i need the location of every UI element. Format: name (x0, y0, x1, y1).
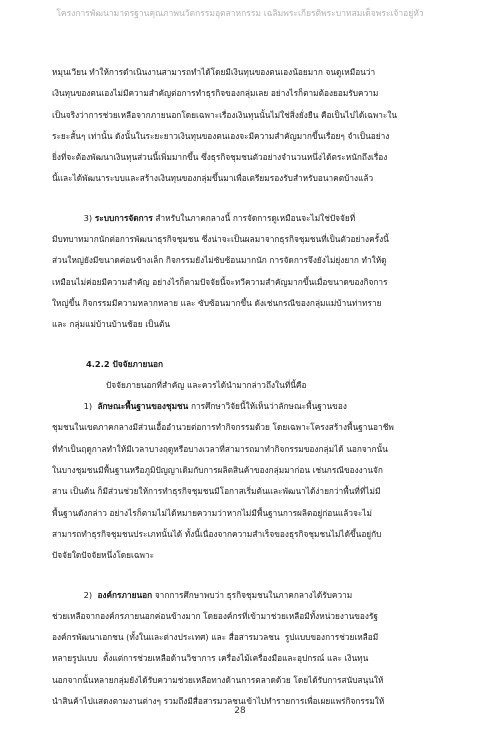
text-line: ยิ่งที่จะต้องพัฒนาเงินทุนส่วนนี้เพิ่มมากขึ้น ซึ่งธุรกิจชุมชนตัวอย่างจำนวนหนึ่งได้ตระหนักถึงเรื่อง (52, 152, 388, 163)
text-line: พื้นฐานดังกล่าว อย่างไรก็ตามไม่ได้หมายความว่าหากไม่มีพื้นฐานการผลิตอยู่ก่อนแล้วจะไม่ (52, 507, 372, 518)
text-line: นี้และได้พัฒนาระบบและสร้างเงินทุนของกลุ่มขึ้นมาเพื่อเตรียมรองรับสำหรับอนาคตบ้างแล้ว (52, 173, 374, 184)
text-line: สามารถทำธุรกิจชุมชนประเภทนั้นได้ ทั้งนี้เนื่องจากความสำเร็จของธุรกิจชุมชนไม่ได้ขึ้นอยู่กับ (52, 528, 382, 539)
text-line: เงินทุนของตนเองไม่มีความสำคัญต่อการทำธุรกิจของกลุ่มเลย อย่างไรก็ตามต้องยอมรับความ (52, 88, 379, 99)
text-line: เป็นจริงว่าการช่วยเหลือจากภายนอกโดยเฉพาะเรื่องเงินทุนนั้นไม่ใช่สิ่งยั่งยืน คือเป็นไปได้เฉพาะใน (52, 109, 398, 120)
section-heading: 4.2.2 ปัจจัยภายนอก (86, 358, 164, 369)
text-line: เหมือนไม่ค่อยมีความสำคัญ อย่างไรก็ตามปัจจัยนี้จะทวีความสำคัญมากขึ้นเมื่อขนาดของกิจการ (52, 276, 388, 287)
text-line: 2) องค์กรภายนอก จากการศึกษาพบว่า ธุรกิจชุมชนในภาคกลางได้รับความ (52, 589, 353, 600)
text-line: ระยะสั้นๆ เท่านั้น ดังนั้นในระยะยาวเงินทุนของตนเองจะมีความสำคัญมากขึ้นเรื่อยๆ จำเป็นอย่าง (52, 130, 390, 141)
text-line: มีบทบาทมากนักต่อการพัฒนาธุรกิจชุมชน ซึ่งน่าจะเป็นผลมาจากธุรกิจชุมชนที่เป็นตัวอย่างครั้งนี้ (52, 234, 389, 245)
text-line: ในบางชุมชนมีพื้นฐานหรือภูมิปัญญาเดิมกับการผลิตสินค้าของกลุ่มมาก่อน เช่นกรณีของงานจัก (52, 465, 383, 476)
section-intro: ปัจจัยภายนอกที่สำคัญ และควรได้นำมากล่าวถึงในที่นี้คือ (106, 379, 307, 390)
text-line: ปัจจัยใดปัจจัยหนึ่งโดยเฉพาะ (52, 550, 155, 561)
paragraph-external-organizations (52, 585, 446, 713)
text-line: หมุนเวียน ทำให้การดำเนินงานสามารถทำได้โดยมีเงินทุนของตนเองน้อยมาก จนดูเหมือนว่า (52, 67, 376, 77)
text-line: 1) ลักษณะพื้นฐานของชุมชน การศึกษาวิจัยนี้ให้เห็นว่าลักษณะพื้นฐานของ (52, 401, 347, 412)
text-line: ชุมชนในเขตภาคกลางมีส่วนเอื้ออำนวยต่อการทำกิจกรรมด้วย โดยเฉพาะโครงสร้างพื้นฐานอาชีพ (52, 422, 394, 433)
text-line: ส่วนใหญ่ยังมีขนาดค่อนข้างเล็ก กิจกรรมยังไม่ซับซ้อนมากนัก การจัดการจึงยังไม่ยุ่งยาก ทำให้ดู (52, 255, 387, 266)
text-line: นอกจากนั้นหลายกลุ่มยังได้รับความช่วยเหลือทางด้านการตลาดด้วย โดยได้รับการสนับสนุนให้ (52, 674, 384, 685)
text-line: 3) ระบบการจัดการ สำหรับในภาคกลางนี้ การจัดการดูเหมือนจะไม่ใช่ปัจจัยที่ (52, 212, 356, 223)
running-header: โครงการพัฒนามาตรฐานคุณภาพนวัตกรรมอุตสาหกรรม เฉลิมพระเกียรติพระบาทสมเด็จพระเจ้าอยู่หัว (56, 9, 424, 19)
text-line: นำสินค้าไปแสดงตามงานต่างๆ รวมถึงมีสื่อสารมวลชนเข้าไปทำรายการเพื่อเผยแพร่กิจกรรมให้ (52, 696, 385, 707)
text-line: ใหญ่ขึ้น กิจกรรมมีความหลากหลาย และ ซับซ้อนมากขึ้น ดังเช่นกรณีของกลุ่มแม่บ้านท่าทราย (52, 297, 382, 308)
paragraph-community-basis (52, 396, 446, 566)
paragraph-management (52, 208, 446, 336)
text-line: ที่ทำเป็นฤดูกาลทำให้มีเวลาบางฤดูหรือบางเวลาที่สามารถมาทำกิจกรรมของกลุ่มได้ นอกจากนั้น (52, 443, 388, 454)
text-line: และ กลุ่มแม่บ้านบ้านช้อย เป็นต้น (52, 319, 171, 330)
text-line: ช่วยเหลือจากองค์กรภายนอกค่อนข้างมาก โดยองค์กรที่เข้ามาช่วยเหลือมีทั้งหน่วยงานของรัฐ (52, 610, 379, 621)
text-line: สาน เป็นต้น ก็มีส่วนช่วยให้การทำธุรกิจชุมชนมีโอกาสเริ่มต้นและพัฒนาได้ง่ายกว่าพื้นที่ที่ไม่มี (52, 486, 381, 497)
page-number: 28 (234, 706, 246, 716)
paragraph-1 (52, 62, 446, 190)
text-line: องค์กรพัฒนาเอกชน (ทั้งในและต่างประเทศ) และ สื่อสารมวลชน รูปแบบของการช่วยเหลือมี (52, 632, 379, 643)
document-body (52, 62, 446, 712)
text-line: หลายรูปแบบ ตั้งแต่การช่วยเหลือด้านวิชาการ เครื่องไม้เครื่องมือและอุปกรณ์ และ เงินทุน (52, 653, 369, 664)
